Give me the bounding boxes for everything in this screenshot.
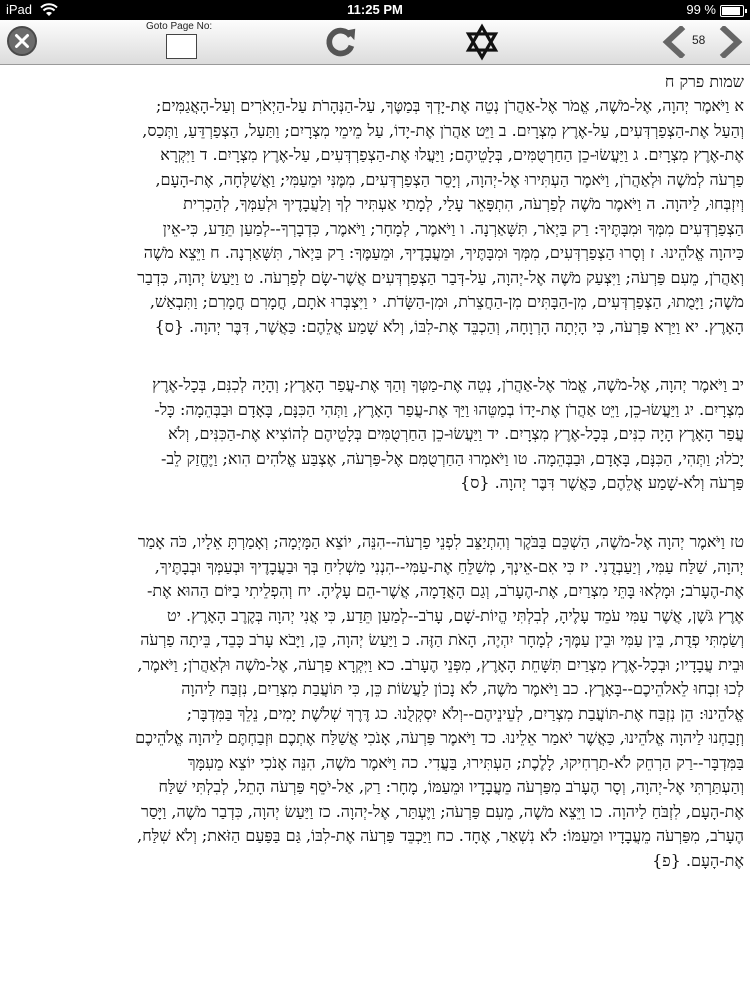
text-line: מִצְרָיִם. יג וַיַּעֲשׂוּ-כֵן, וַיֵּט אַהֲרֹן אֶת-יָדוֹ בְמַטֵּהוּ וַיַּךְ אֶת-עֲפַר הָאָרֶץ, וַתְּהִי הַכִּנָּם, בָּאָדָם וּבַבְּהֵמָה: כָּל-: [154, 399, 744, 419]
text-line: וְהַעַל אֶת-הַצְפַרְדְּעִים, עַל-אֶרֶץ מִצְרָיִם. ב וַיֵּט אַהֲרֹן אֶת-יָדוֹ, עַל מֵימֵי מִצְרָיִם; וַתַּעַל, הַצְפַרְדֵּעַ, וַתְּכַס,: [142, 120, 744, 140]
text-line: וּבֵית עֲבָדָיו; וּבְכָל-אֶרֶץ מִצְרַיִם תִּשָּׁחֵת הָאָרֶץ, מִפְּנֵי הֶעָרֹב. כא וַיִּקְרָא פַרְעֹה, אֶל-מֹשֶׁה וּלְאַהֲרֹן; וַיֹּאמֶר,: [137, 654, 744, 674]
page-number: 58: [692, 33, 706, 47]
battery-percent: 99 %: [686, 2, 716, 17]
status-bar: [0, 0, 750, 20]
text-line: יָכֹלוּ; וַתְּהִי, הַכִּנָּם, בָּאָדָם, וּבַבְּהֵמָה. טו וַיֹּאמְרוּ הַחַרְטֻמִּם אֶל-פַּרְעֹה, אֶצְבַּע אֱלֹהִים הִוא; וַיֶּחֱזַק לֵב-: [160, 448, 744, 468]
text-line: הֶעָרֹב, מִפַּרְעֹה מֵעֲבָדָיו וּמֵעַמּוֹ: לֹא נִשְׁאַר, אֶחָד. כח וַיַּכְבֵּד פַּרְעֹה אֶת-לִבּוֹ, גַּם בַּפַּעַם הַזֹּאת; וְלֹא שִׁלַּח,: [137, 826, 744, 845]
text-line: אֱלֹהֵינוּ: הֵן נִזְבַּח אֶת-תּוֹעֲבַת מִצְרַיִם, לְעֵינֵיהֶם--וְלֹא יִסְקְלֻנוּ. כג דֶּרֶךְ שְׁלֹשֶׁת יָמִים, נֵלֵךְ בַּמִּדְבָּר;: [186, 703, 744, 723]
text-line: פַּרְעֹה וְלֹא-שָׁמַע אֲלֵהֶם, כַּאֲשֶׁר דִּבֶּר יְהוָה. {ס}: [460, 473, 744, 492]
text-line: אֶת-אֶרֶץ מִצְרָיִם. ג וַיַּעֲשׂוּ-כֵן הַחַרְטֻמִּים, בְּלָטֵיהֶם; וַיַּעֲלוּ אֶת-הַצְפַרְדְּעִים, עַל-אֶרֶץ מִצְרָיִם. ד וַיִּקְרָא: [160, 145, 744, 164]
verse-paragraph: [152, 373, 744, 496]
text-line: לְכוּ זִבְחוּ לֵאלֹהֵיכֶם--בָּאָרֶץ. כב וַיֹּאמֶר מֹשֶׁה, לֹא נָכוֹן לַעֲשׂוֹת כֵּן, כִּי תּוֹעֲבַת מִצְרַיִם, נִזְבַּח לַיהוָה: [181, 679, 744, 698]
refresh-icon[interactable]: [322, 23, 360, 61]
text-line: בַּמִּדְבָּר--רַק הַרְחֵק לֹא-תַרְחִיקוּ, לָלֶכֶת; הַעְתִּירוּ, בַּעֲדִי. כה וַיֹּאמֶר מֹשֶׁה, הִנֵּה אָנֹכִי יוֹצֵא מֵעִמָּךְ: [187, 752, 744, 772]
text-line: וְזָבַחְנוּ לַיהוָה אֱלֹהֵינוּ, כַּאֲשֶׁר יֹאמַר אֵלֵינוּ. כד וַיֹּאמֶר פַּרְעֹה, אָנֹכִי אֲשַׁלַּח אֶתְכֶם וּזְבַחְתֶּם לַיהוָה אֱלֹהֵיכֶם: [135, 728, 744, 747]
text-line: טז וַיֹּאמֶר יְהוָה אֶל-מֹשֶׁה, הַשְׁכֵּם בַּבֹּקֶר וְהִתְיַצֵּב לִפְנֵי פַרְעֹה--הִנֵּה, יוֹצֵא הַמָּיְמָה; וְאָמַרְתָּ אֵלָיו, כֹּה אָמַר: [137, 532, 744, 551]
text-line: הַצְפַרְדְּעִים מִמְּךָ וּמִבָּתֶּיךָ: רַק בַּיְאֹר, תִּשָּׁאַרְנָה. ו וַיֹּאמֶר, לְמָחָר; וַיֹּאמֶר, כִּדְבָרְךָ--לְמַעַן תֵּדַע, כִּי-אֵין: [162, 218, 744, 238]
goto-page-input[interactable]: [166, 34, 197, 59]
text-content[interactable]: [0, 64, 750, 1000]
close-button[interactable]: [7, 26, 37, 56]
text-line: וְהַעְתַּרְתִּי אֶל-יְהוָה, וְסָר הֶעָרֹב מִפַּרְעֹה מֵעֲבָדָיו וּמֵעַמּוֹ, מָחָר: רַק, אַל-יֹסֵף פַּרְעֹה הָתֵל, לְבִלְתִּי שַׁלַּח: [158, 777, 744, 796]
goto-page-label: Goto Page No:: [146, 21, 213, 32]
verse-paragraph: [135, 530, 744, 873]
text-line: וְיִזְבְּחוּ, לַיהוָה. ה וַיֹּאמֶר מֹשֶׁה לְפַרְעֹה, הִתְפָּאֵר עָלַי, לְמָתַי אַעְתִּיר לְךָ וְלַעֲבָדֶיךָ וּלְעַמְּךָ, לְהַכְרִית: [183, 194, 744, 213]
battery-icon: [720, 5, 744, 17]
battery-level: [722, 7, 740, 15]
text-line: אֶת-הָעָם. {פ}: [652, 850, 744, 870]
chevron-right-icon[interactable]: [718, 26, 744, 58]
text-line: וְשַׂמְתִּי פְדֻת, בֵּין עַמִּי וּבֵין עַמֶּךָ; לְמָחָר יִהְיֶה, הָאֹת הַזֶּה. כ וַיַּעַשׂ יְהוָה, כֵּן, וַיָּבֹא עָרֹב כָּבֵד, בֵּיתָה פַרְעֹה: [140, 630, 744, 649]
clock: 11:25 PM: [347, 2, 403, 17]
text-line: פַרְעֹה לְמֹשֶׁה וּלְאַהֲרֹן, וַיֹּאמֶר הַעְתִּירוּ אֶל-יְהוָה, וְיָסֵר הַצְפַרְדְּעִים, מִמֶּנִּי וּמֵעַמִּי; וַאֲשַׁלְּחָה, אֶת-הָעָם,: [155, 169, 744, 189]
star-of-david-icon[interactable]: [464, 23, 500, 61]
toolbar: [0, 20, 750, 65]
text-line: כַּיהוָה אֱלֹהֵינוּ. ז וְסָרוּ הַצְפַרְדְּעִים, מִמְּךָ וּמִבָּתֶּיךָ, וּמֵעֲבָדֶיךָ, וּמֵעַמֶּךָ: רַק בַּיְאֹר, תִּשָּׁאַרְנָה. ח וַיֵּצֵא מֹשֶׁה: [143, 243, 744, 262]
verse-paragraph: [137, 94, 744, 339]
text-line: אֶרֶץ גֹּשֶׁן, אֲשֶׁר עַמִּי עֹמֵד עָלֶיהָ, לְבִלְתִּי הֱיוֹת-שָׁם, עָרֹב--לְמַעַן תֵּדַע, כִּי אֲנִי יְהוָה בְּקֶרֶב הָאָרֶץ. יט: [167, 605, 744, 625]
text-line: אֶת-הָעָם, לִזְבֹּחַ לַיהוָה. כו וַיֵּצֵא מֹשֶׁה, מֵעִם פַּרְעֹה; וַיֶּעְתַּר, אֶל-יְהוָה. כז וַיַּעַשׂ יְהוָה, כִּדְבַר מֹשֶׁה, וַיָּסַר: [141, 801, 744, 821]
text-line: עֲפַר הָאָרֶץ הָיָה כִנִּים, בְּכָל-אֶרֶץ מִצְרָיִם. יד וַיַּעֲשׂוּ-כֵן הַחַרְטֻמִּים בְּלָטֵיהֶם לְהוֹצִיא אֶת-הַכִּנִּים, וְלֹא: [168, 424, 744, 443]
text-line: יְהוָה, שַׁלַּח עַמִּי, וְיַעַבְדֻנִי. יז כִּי אִם-אֵינְךָ, מְשַׁלֵּחַ אֶת-עַמִּי--הִנְנִי מַשְׁלִיחַ בְּךָ וּבַעֲבָדֶיךָ וּבְעַמְּךָ וּבְבָתֶּיךָ,: [154, 556, 744, 576]
text-line: אֶת-הֶעָרֹב; וּמָלְאוּ בָּתֵּי מִצְרַיִם, אֶת-הֶעָרֹב, וְגַם הָאֲדָמָה, אֲשֶׁר-הֵם עָלֶיהָ. יח וְהִפְלֵיתִי בַיּוֹם הַהוּא אֶת-: [146, 581, 744, 600]
chevron-left-icon[interactable]: [661, 26, 687, 58]
text-line: וְאַהֲרֹן, מֵעִם פַּרְעֹה; וַיִּצְעַק מֹשֶׁה אֶל-יְהוָה, עַל-דְּבַר הַצְפַרְדְּעִים אֲשֶׁר-שָׂם לְפַרְעֹה. ט וַיַּעַשׂ יְהוָה, כִּדְבַר: [137, 267, 744, 287]
chapter-title: שמות פרק ח: [664, 72, 744, 91]
text-line: יב וַיֹּאמֶר יְהוָה, אֶל-מֹשֶׁה, אֱמֹר אֶל-אַהֲרֹן, נְטֵה אֶת-מַטְּךָ וְהַךְ אֶת-עֲפַר הָאָרֶץ; וְהָיָה לְכִנִּם, בְּכָל-אֶרֶץ: [152, 375, 744, 394]
close-icon: [9, 28, 35, 54]
text-line: הָאָרֶץ. יא וַיַּרְא פַּרְעֹה, כִּי הָיְתָה הָרְוָחָה, וְהַכְבֵּד אֶת-לִבּוֹ, וְלֹא שָׁמַע אֲלֵהֶם: כַּאֲשֶׁר, דִּבֶּר יְהוָה. {ס}: [154, 316, 744, 336]
text-line: א וַיֹּאמֶר יְהוָה, אֶל-מֹשֶׁה, אֱמֹר אֶל-אַהֲרֹן נְטֵה אֶת-יָדְךָ בְּמַטֶּךָ, עַל-הַנְּהָרֹת עַל-הַיְאֹרִים וְעַל-הָאֲגַמִּים;: [155, 96, 744, 115]
text-line: מֹשֶׁה; וַיָּמֻתוּ, הַצְפַרְדְּעִים, מִן-הַבָּתִּים מִן-הַחֲצֵרֹת, וּמִן-הַשָּׂדֹת. י וַיִּצְבְּרוּ אֹתָם, חֳמָרִם חֳמָרִם; וַתִּבְאַשׁ,: [149, 292, 744, 311]
device-name: iPad: [6, 2, 33, 17]
